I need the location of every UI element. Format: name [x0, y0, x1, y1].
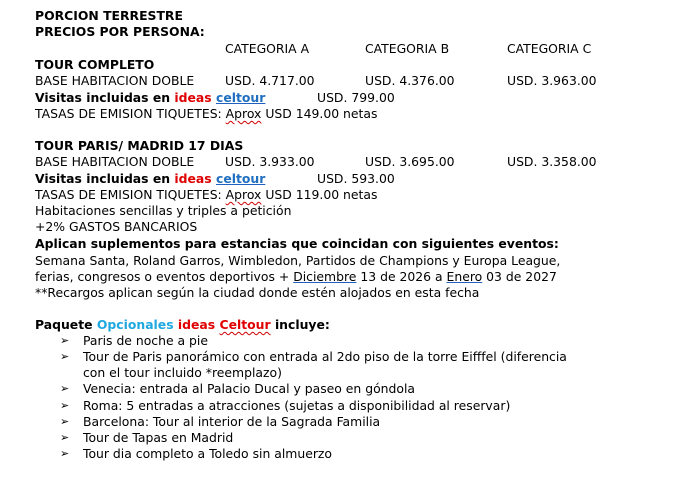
brand-ideas: ideas	[174, 90, 212, 105]
tour2-price-a: USD. 3.933.00	[225, 154, 315, 169]
list-item-text: Venecia: entrada al Palacio Ducal y paseo en góndola	[83, 381, 415, 396]
tour1-price-b: USD. 4.376.00	[365, 73, 455, 88]
tour2-visitas-prefix: Visitas incluidas en	[35, 171, 175, 186]
paquete-ideas: ideas	[177, 317, 216, 332]
list-item-text: Roma: 5 entradas a atracciones (sujetas a disponibilidad al reservar)	[83, 398, 511, 413]
brand-celtour: celtour	[216, 171, 266, 186]
list-item-text: Tour de Paris panorámico con entrada al 2do piso de la torre Eifffel (diferencia	[83, 349, 567, 364]
arrow-bullet-icon: ➢	[60, 382, 70, 395]
eventos-text: 13 de 2026 a	[356, 269, 447, 284]
eventos-text: ferias, congresos o eventos deportivos +	[35, 269, 294, 284]
enero-word: Enero	[446, 269, 483, 284]
tour1-tasas-prefix: TASAS DE EMISION TIQUETES:	[35, 106, 226, 121]
diciembre-word: Diciembre	[293, 269, 357, 284]
tour1-price-c: USD. 3.963.00	[507, 73, 597, 88]
tour2-tasas-aprox: Aprox	[225, 187, 262, 202]
arrow-bullet-icon: ➢	[60, 399, 70, 412]
tour2-visitas-price: USD. 593.00	[317, 171, 395, 186]
tour2-price-c: USD. 3.358.00	[507, 154, 597, 169]
tour2-tasas-prefix: TASAS DE EMISION TIQUETES:	[35, 187, 226, 202]
paquete-title	[35, 317, 330, 333]
list-item-text: con el tour incluido *reemplazo)	[83, 365, 282, 380]
tour-paris-madrid-title: TOUR PARIS/ MADRID 17 DIAS	[35, 138, 244, 153]
tour1-visitas-prefix: Visitas incluidas en	[35, 90, 175, 105]
eventos-line-1: Semana Santa, Roland Garros, Wimbledon, Partidos de Champions y Europa League,	[35, 253, 561, 268]
suplementos-title: Aplican suplementos para estancias que coincidan con siguientes eventos:	[35, 236, 559, 251]
paquete-prefix: Paquete	[35, 317, 97, 332]
habitaciones-note: Habitaciones sencillas y triples a petición	[35, 203, 292, 218]
tour2-base-label: BASE HABITACION DOBLE	[35, 154, 195, 169]
list-item-text: Tour de Tapas en Madrid	[83, 430, 234, 445]
opcionales-word: Opcionales	[96, 317, 174, 332]
tour1-visitas-line	[35, 90, 265, 106]
tour2-tasas-line	[35, 187, 377, 203]
tour2-tasas-value: USD 119.00 netas	[261, 187, 378, 202]
arrow-bullet-icon: ➢	[60, 447, 70, 460]
prices-subtitle: PRECIOS POR PERSONA:	[35, 24, 205, 39]
gastos-note: +2% GASTOS BANCARIOS	[35, 219, 198, 234]
tour1-visitas-price: USD. 799.00	[317, 90, 395, 105]
tour1-tasas-line	[35, 106, 377, 122]
brand-celtour: celtour	[216, 90, 266, 105]
list-item-text: Barcelona: Tour al interior de la Sagrada Familia	[83, 414, 381, 429]
arrow-bullet-icon: ➢	[60, 431, 70, 444]
eventos-line-2	[35, 269, 557, 285]
tour-completo-title: TOUR COMPLETO	[35, 57, 155, 72]
paquete-celtour: Celtour	[219, 317, 271, 332]
recargos-note: **Recargos aplican según la ciudad donde estén alojados en esta fecha	[35, 285, 480, 300]
arrow-bullet-icon: ➢	[60, 415, 70, 428]
tour1-base-label: BASE HABITACION DOBLE	[35, 73, 195, 88]
category-a-header: CATEGORIA A	[225, 41, 310, 56]
paquete-suffix: incluye:	[270, 317, 330, 332]
tour1-tasas-value: USD 149.00 netas	[261, 106, 378, 121]
list-item-text: Paris de noche a pie	[83, 333, 208, 348]
brand-ideas: ideas	[174, 171, 212, 186]
tour1-tasas-aprox: Aprox	[225, 106, 262, 121]
tour2-visitas-line	[35, 171, 265, 187]
arrow-bullet-icon: ➢	[60, 350, 70, 363]
category-b-header: CATEGORIA B	[365, 41, 450, 56]
category-c-header: CATEGORIA C	[507, 41, 592, 56]
list-item-text: Tour dia completo a Toledo sin almuerzo	[83, 446, 333, 461]
section-title: PORCION TERRESTRE	[35, 8, 183, 23]
tour2-price-b: USD. 3.695.00	[365, 154, 455, 169]
arrow-bullet-icon: ➢	[60, 334, 70, 347]
tour1-price-a: USD. 4.717.00	[225, 73, 315, 88]
eventos-text: 03 de 2027	[482, 269, 557, 284]
